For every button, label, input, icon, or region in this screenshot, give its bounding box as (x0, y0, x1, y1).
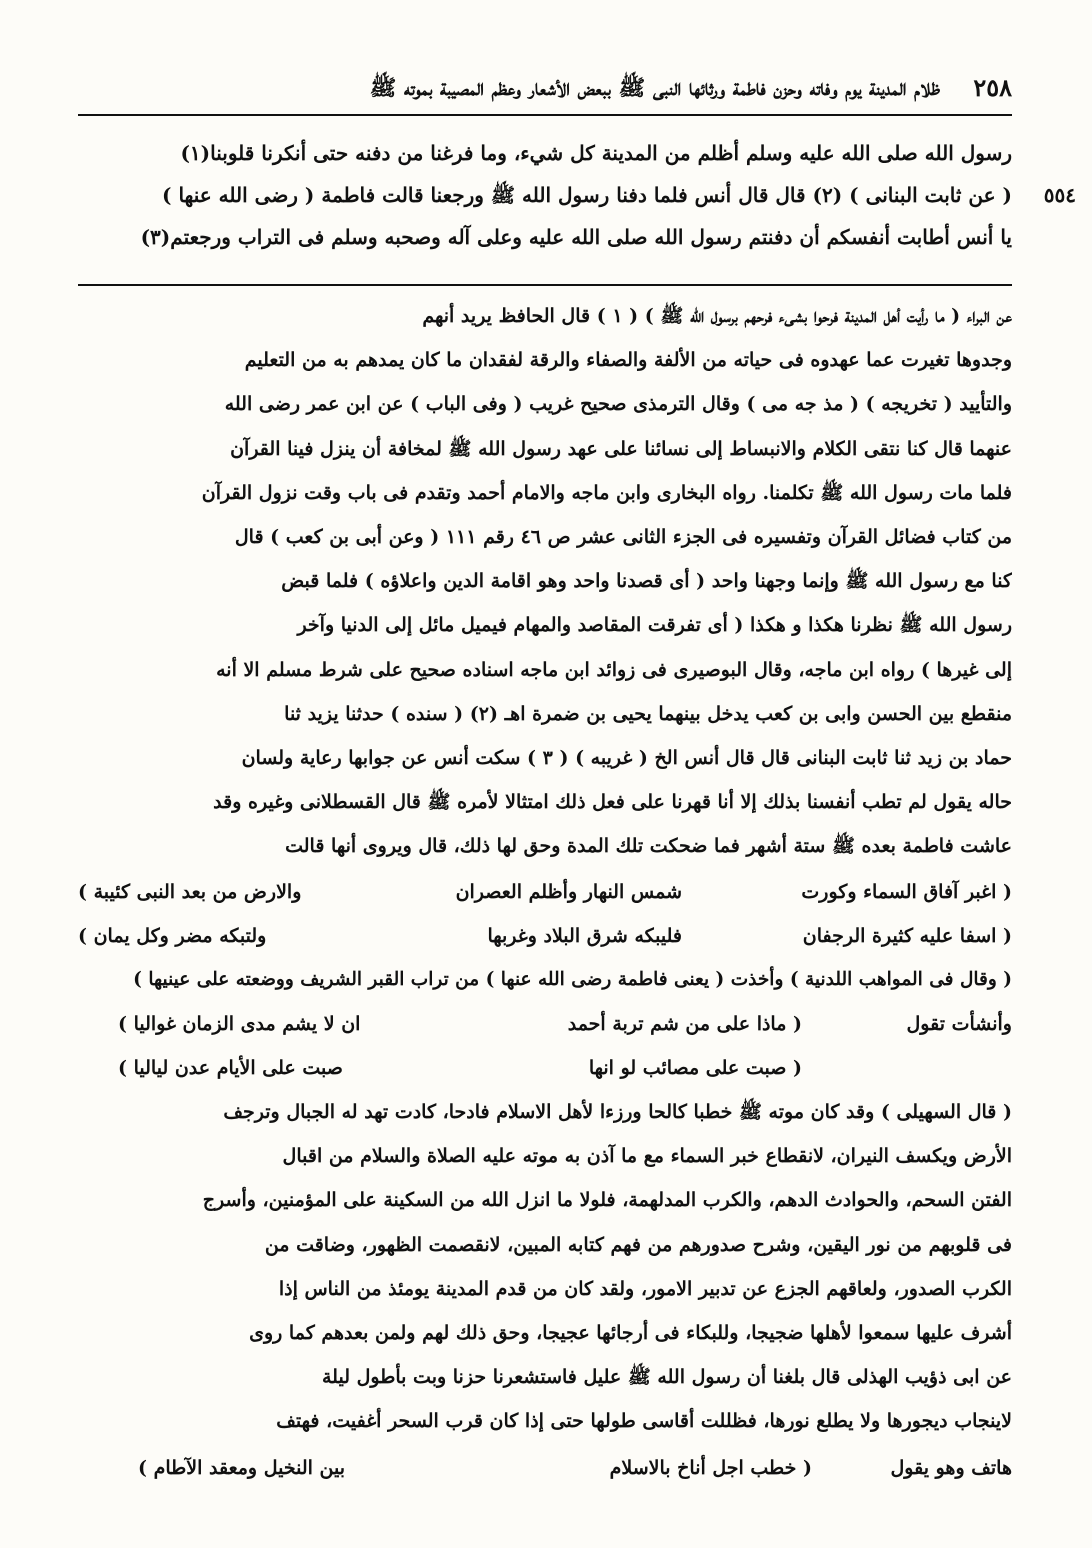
closing-verse (78, 1446, 1012, 1490)
commentary-line: حماد بن زيد ثنا ثابت البنانى قال قال أنس الخ ( غريبه ) ( ٣ ) سكت أنس عن جوابها رعاية ولسان (241, 746, 1012, 769)
verse-segment: فليبكه شرق البلاد وغربها (487, 925, 682, 947)
commentary-line: عنهما قال كنا نتقى الكلام والانبساط إلى نسائنا على عهد رسول الله ﷺ لمخافة أن ينزل فينا القرآن (230, 437, 1012, 460)
commentary-line: حاله يقول لم تطب أنفسنا بذلك إلا أنا قهرنا على فعل ذلك امتثالا لأمره ﷺ قال القسطلانى وغيره وقد (213, 791, 1012, 814)
hadith-line: رسول الله صلى الله عليه وسلم أظلم من المدينة كل شيء، وما فرغنا من دفنه حتى أنكرنا قلوبنا(١) (180, 141, 1012, 165)
commentary-line: رسول الله ﷺ نظرنا هكذا و هكذا ( أى تفرقت المقاصد والمهام فيميل مائل إلى الدنيا وآخر (297, 614, 1012, 637)
commentary-line: كنا مع رسول الله ﷺ وإنما وجهنا واحد ( أى قصدنا واحد وهو اقامة الدين واعلاؤه ) فلما قبض (281, 570, 1012, 593)
prose-line: عن ابى ذؤيب الهذلى قال بلغنا أن رسول الله ﷺ عليل فاستشعرنا حزنا وبت بأطول ليلة (321, 1366, 1012, 1389)
page-number: ٢٥٨ (973, 73, 1012, 102)
prose-line: ( قال السهيلى ) وقد كان موته ﷺ خطبا كالحا ورزءا لأهل الاسلام فادحا، كادت تهد له الجبال وترجف (223, 1101, 1012, 1123)
commentary-block (78, 294, 1012, 868)
commentary-line: والتأييد ( تخريجه ) ( مذ جه مى ) وقال الترمذى صحيح غريب ( وفى الباب ) عن ابن عمر رضى الله (224, 393, 1012, 416)
verse-segment: ان لا يشم مدى الزمان غواليا ) (118, 1013, 361, 1035)
verse-segment: ولتبكه مضر وكل يمان ) (78, 925, 267, 947)
poem-verse (78, 914, 1012, 958)
prose-line: الفتن السحم، والحوادث الدهم، والكرب المدلهمة، فلولا ما انزل الله من السكينة على المؤمنين، وأسرج (202, 1189, 1012, 1212)
hadith-line: ( عن ثابت البنانى ) (٢) قال قال أنس فلما دفنا رسول الله ﷺ ورجعنا قالت فاطمة ( رضى الله عنها ) (162, 183, 1012, 207)
verse-segment: ( اغبر آفاق السماء وكورت (801, 881, 1012, 903)
prose-block (78, 1090, 1012, 1444)
prose-line: أشرف عليها سمعوا لأهلها ضجيجا، وللبكاء فى أرجائها عجيجا، وحق ذلك لهم ولمن بعدهم كما روى (249, 1321, 1012, 1344)
book-page (78, 62, 1076, 1502)
bridge-line: ( وقال فى المواهب اللدنية ) وأخذت ( يعنى فاطمة رضى الله عنها ) من تراب القبر الشريف ووضعته على عينيها ) (133, 969, 1012, 990)
hadith-line: يا أنس أطابت أنفسكم أن دفنتم رسول الله صلى الله عليه وعلى آله وصحبه وسلم فى التراب ورجعتم(٣) (140, 225, 1012, 249)
verse-segment: ( اسفا عليه كثيرة الرجفان (802, 925, 1012, 947)
prose-line: لاينجاب ديجورها ولا يطلع نورها، فظللت أقاسى طولها حتى إذا كان قرب السحر أغفيت، فهتف (276, 1410, 1012, 1433)
verse-segment: ( ماذا على من شم تربة أحمد (567, 1013, 802, 1035)
commentary-line: فلما مات رسول الله ﷺ تكلمنا. رواه البخارى وابن ماجه والامام أحمد وتقدم فى باب وقت نزول القرآن (201, 481, 1012, 504)
verse-segment: صبت على الأيام عدن لياليا ) (118, 1057, 343, 1079)
verse-segment: شمس النهار وأظلم العصران (455, 881, 682, 903)
footnote-divider (78, 284, 1012, 286)
poem-verse (78, 1046, 1012, 1090)
commentary-line: وجدوها تغيرت عما عهدوه فى حياته من الألفة والصفاء والرقة لفقدان ما كان يمدهم به من التعليم (244, 349, 1012, 372)
prose-line: الكرب الصدور، ولعاقهم الجزع عن تدبير الامور، ولقد كان من قدم المدينة يومئذ من الناس إذا (278, 1277, 1012, 1300)
commentary-line: إلى غيرها ) رواه ابن ماجه، وقال البوصيرى فى زوائد ابن ماجه اسناده صحيح على شرط مسلم الا أنه (216, 658, 1012, 681)
verse-segment: بين النخيل ومعقد الآطام ) (138, 1457, 346, 1479)
prose-line: فى قلوبهم من نور اليقين، وشرح صدورهم من فهم كتابه المبين، لانقصمت الظهور، وضاقت من (264, 1233, 1012, 1256)
commentary-line: منقطع بين الحسن وابى بن كعب يدخل بينهما يحيى بن ضمرة اهـ (٢) ( سنده ) حدثنا يزيد ثنا (284, 702, 1012, 725)
hadith-number: ٥٥٤ (1043, 183, 1076, 207)
poem-verse (78, 870, 1012, 914)
running-header (78, 62, 1012, 116)
verse-segment: والارض من بعد النبى كئيبة ) (78, 881, 302, 903)
header-title: ظلام المدينة يوم وفاته وحزن فاطمة ورثائها النبى ﷺ ببعض الأشعار وعظم المصيبة بموته ﷺ (369, 75, 940, 101)
commentary-line: عن البراء ( ما رأيت أهل المدينة فرحوا بشىء فرحهم برسول الله ﷺ ) ( ١ ) قال الحافظ يريد أنهم (422, 305, 1012, 327)
poem-verse (78, 1002, 1012, 1046)
verse-segment: ( خطب اجل أناخ بالاسلام (609, 1457, 812, 1479)
hadith-text (78, 132, 1076, 258)
prose-line: الأرض ويكسف النيران، لانقطاع خبر السماء مع ما آذن به موته عليه الصلاة والسلام من اقبال (282, 1145, 1012, 1168)
commentary-line: عاشت فاطمة بعده ﷺ ستة أشهر فما ضحكت تلك المدة وحق لها ذلك، قال ويروى أنها قالت (285, 835, 1012, 858)
verse-lead: وأنشأت تقول (906, 1013, 1012, 1035)
verse-segment: ( صبت على مصائب لو انها (588, 1057, 802, 1079)
verse-lead: هاتف وهو يقول (890, 1457, 1012, 1479)
commentary-line: من كتاب فضائل القرآن وتفسيره فى الجزء الثانى عشر ص ٤٦ رقم ١١١ ( وعن أبى بن كعب ) قال (234, 525, 1012, 548)
